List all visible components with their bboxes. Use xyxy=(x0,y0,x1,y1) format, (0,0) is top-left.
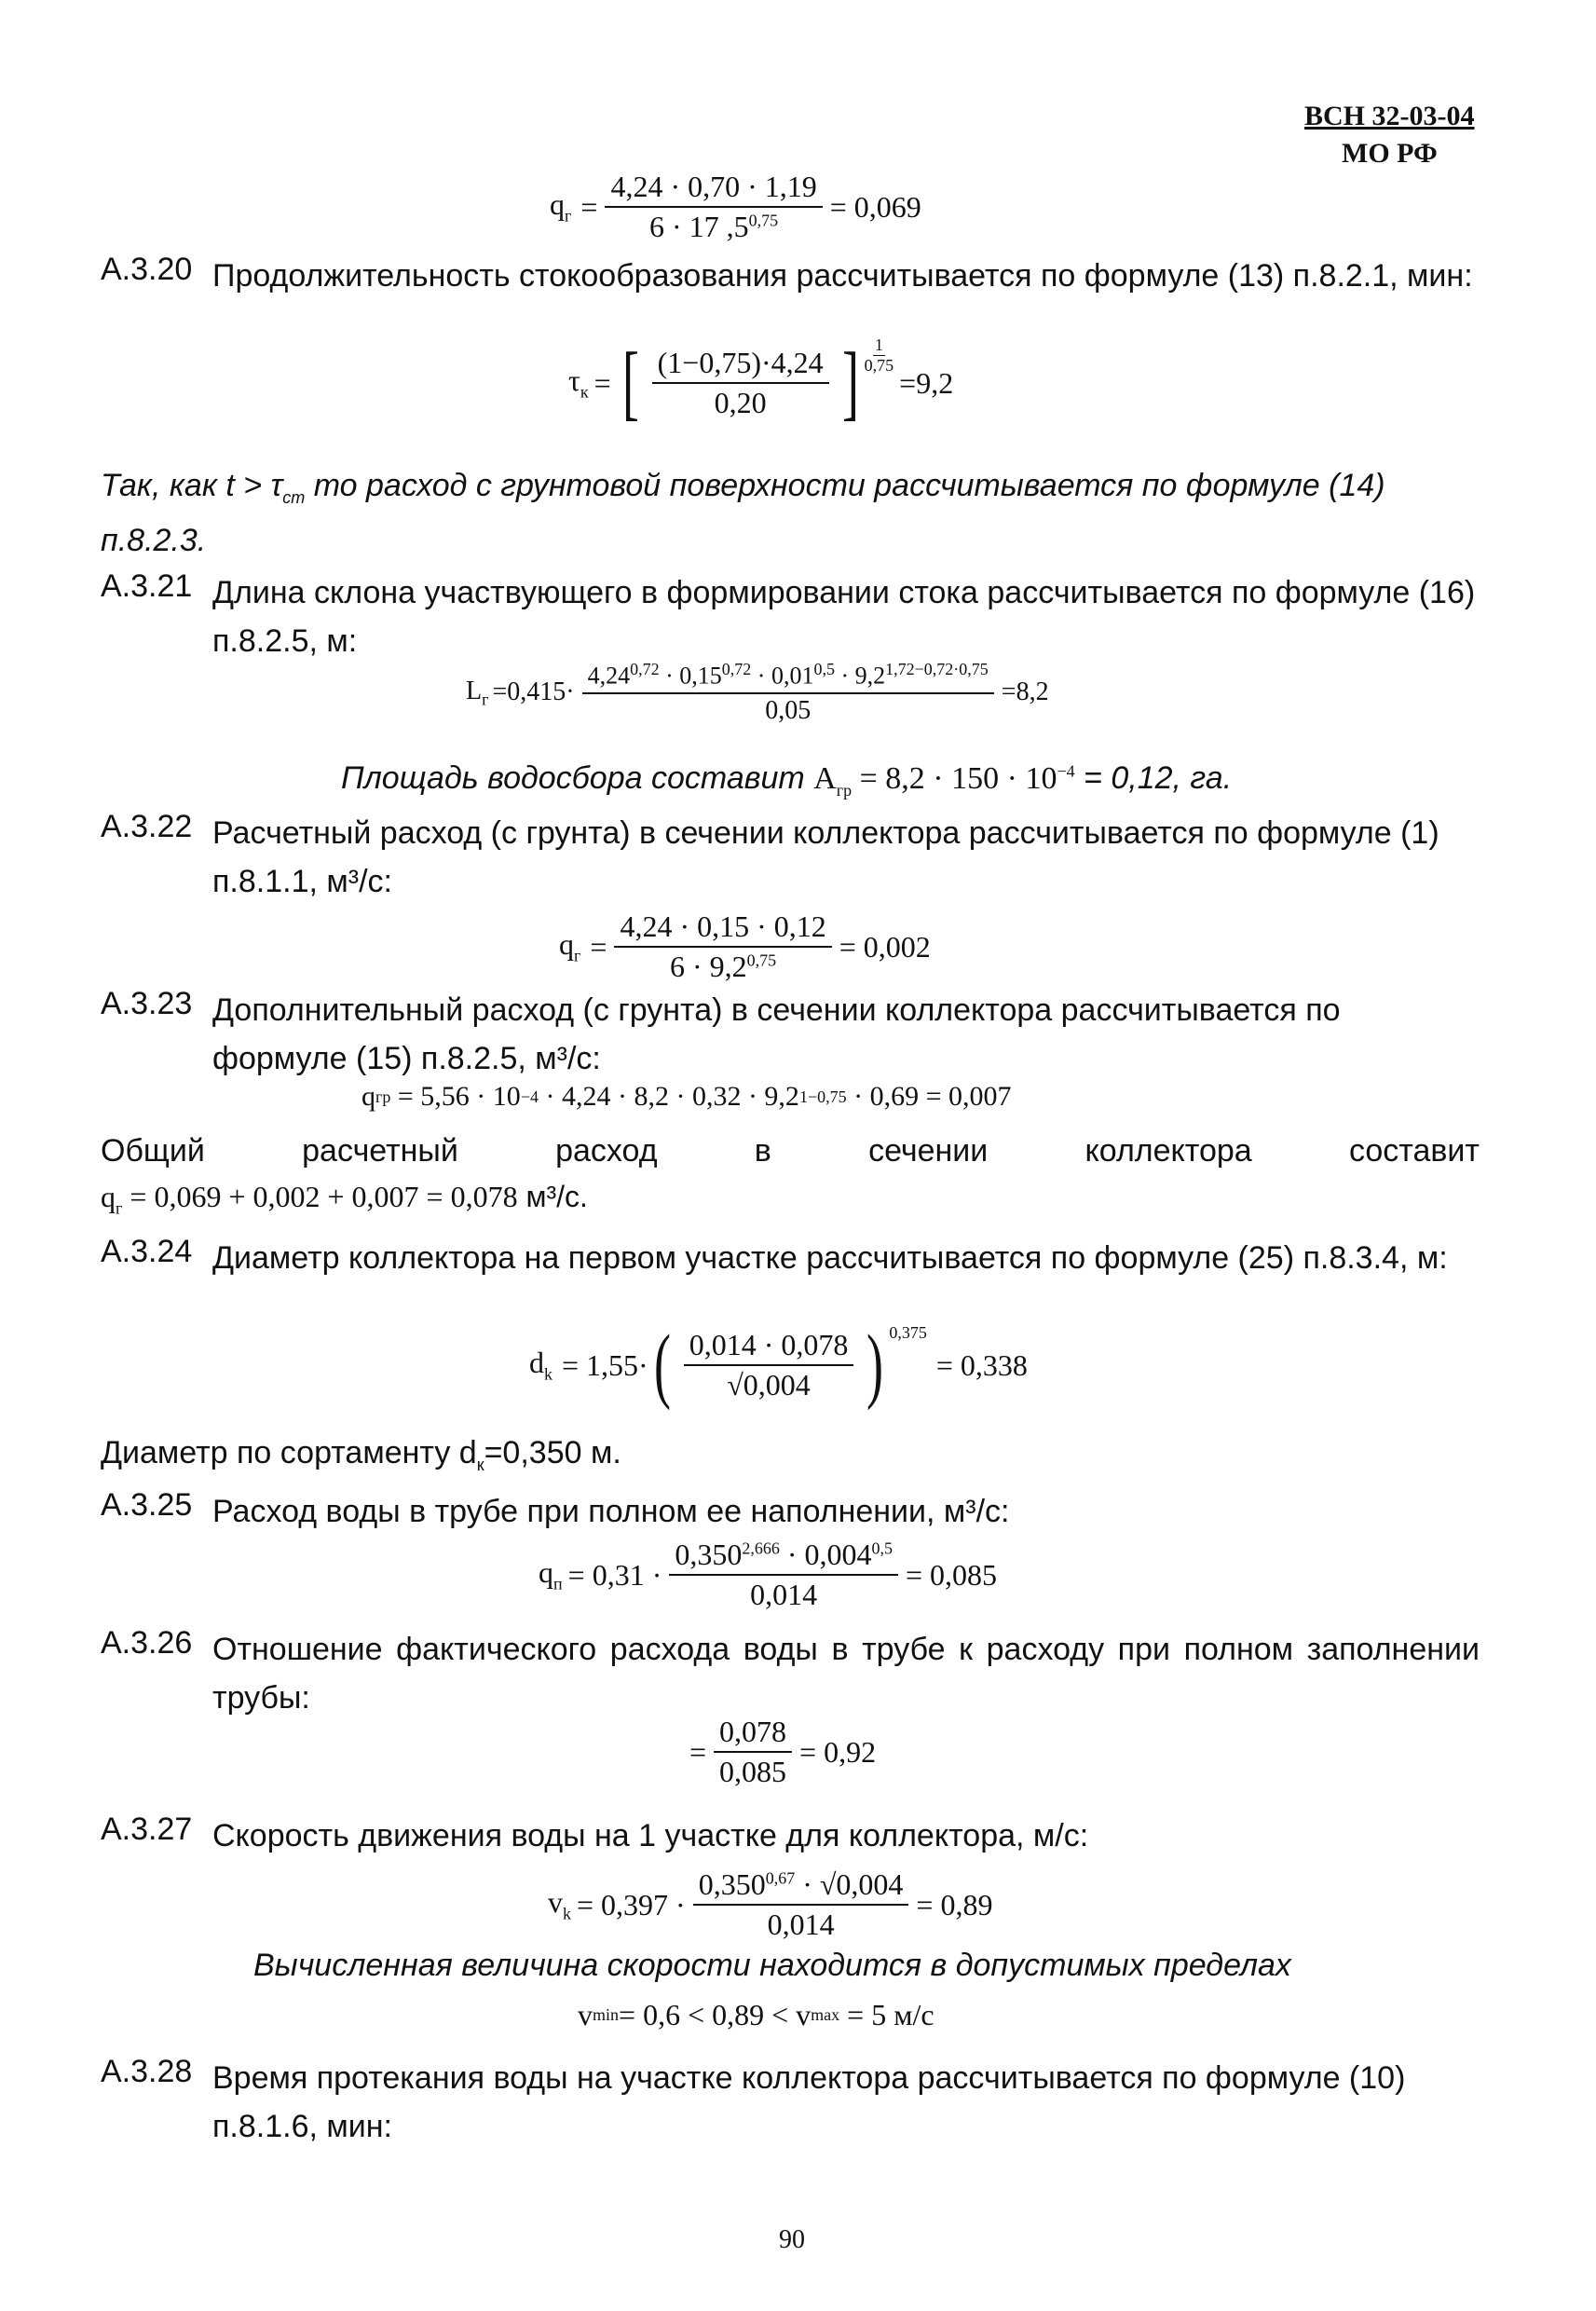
section-label-a320: А.3.20 xyxy=(101,252,193,287)
section-text-a323: Дополнительный расход (с грунта) в сечении коллектора рассчитывается по формуле (15) п.8.2.5, м³/с: xyxy=(212,992,1341,1076)
formula-ratio: = $\frac{0,078}{0,085}$ = 0,92 xyxy=(689,1715,877,1788)
formula-length: $L_г$ =0,415· $\frac{4,24^{0,72} \cdot 0,15^{0,72} \cdot 0,01^{0,5} \cdot 9,2^{1,72-0,72\cdot 0,75}}{0,05}$ =8,2 xyxy=(466,660,1049,725)
section-text-a321: Длина склона участвующего в формировании стока рассчитывается по формуле (16) п.8.2.5, м: xyxy=(212,575,1476,659)
note-tau: Так, как $t > \tau_{ст}$ то расход с грунтовой поверхности рассчитывается по формуле (14) п.8.2.3. xyxy=(101,468,1385,558)
formula-qgr: q гр = 5,56 · 10 −4 · 4,24 · 8,2 · 0,32 · 9,2 1−0,75 · 0,69 = 0,007 xyxy=(361,1081,1012,1112)
section-text-a324: Диаметр коллектора на первом участке рассчитывается по формуле (25) п.8.3.4, м: xyxy=(212,1240,1448,1276)
formula-qn: $q_п$ = 0,31 · $\frac{0,350^{2,666} \cdot 0,004^{0,5}}{0,014}$ = 0,085 xyxy=(539,1538,998,1611)
section-label-a322: А.3.22 xyxy=(101,809,193,844)
formula-velocity-limits: v min = 0,6 < 0,89 < v max = 5 м/с xyxy=(578,1998,934,2031)
header-org: МО РФ xyxy=(1342,138,1438,169)
section-text-a328: Время протекания воды на участке коллектора рассчитывается по формуле (10) п.8.1.6, мин: xyxy=(212,2060,1406,2144)
section-text-a322: Расчетный расход (с грунта) в сечении коллектора рассчитывается по формуле (1) п.8.1.1, м³/с: xyxy=(212,815,1439,899)
section-label-a325: А.3.25 xyxy=(101,1487,193,1523)
section-label-a328: А.3.28 xyxy=(101,2054,193,2089)
section-text-a320: Продолжительность стокообразования рассчитывается по формуле (13) п.8.2.1, мин: xyxy=(212,258,1473,294)
formula-velocity: $v_k$ = 0,397 · $\frac{0,350^{0,67} \cdot √0,004}{0,014}$ = 0,89 xyxy=(548,1867,993,1941)
formula-qr-2: $q_г$ = $\frac{4,24 \cdot 0,15 \cdot 0,12}{6 \cdot 9,2^{0,75}}$ = 0,002 xyxy=(559,909,931,983)
section-label-a324: А.3.24 xyxy=(101,1234,193,1269)
section-text-a327: Скорость движения воды на 1 участке для коллектора, м/с: xyxy=(212,1818,1089,1853)
section-label-a323: А.3.23 xyxy=(101,986,193,1021)
formula-lhs: $q_г$ xyxy=(550,187,572,226)
page-number: 90 xyxy=(779,2225,805,2254)
section-text-a325: Расход воды в трубе при полном ее наполнении, м³/с: xyxy=(212,1494,1010,1529)
section-label-a327: А.3.27 xyxy=(101,1812,193,1847)
total-flow-formula: $q_г = 0,069 + 0,002 + 0,007 = 0,078$ м³/с. xyxy=(101,1180,588,1218)
formula-diameter: $d_k$ = 1,55· ( $\frac{0,014 \cdot 0,078}{√0,004}$ ) 0,375 = 0,338 xyxy=(529,1319,1028,1411)
section-text-a326: Отношение фактического расхода воды в трубе к расходу при полном заполнении трубы: xyxy=(212,1632,1480,1716)
note-velocity: Вычисленная величина скорости находится в допустимых пределах xyxy=(253,1948,1291,1983)
section-label-a321: А.3.21 xyxy=(101,568,193,604)
section-label-a326: А.3.26 xyxy=(101,1625,193,1661)
formula-tau: $\tau_к$ = [ $\frac{(1-0,75)\cdot 4,24}{0,20}$ ] $\frac{1}{0,75}$ =9,2 xyxy=(568,335,954,429)
diameter-note: Диаметр по сортаменту $d_к=0,350$ м. xyxy=(101,1435,621,1474)
formula-qr-1: $q_г$ = $\frac{4,24 \cdot 0,70 \cdot 1,19}{6 \cdot 17 ,5^{0,75}}$ = 0,069 xyxy=(550,170,921,243)
formula-fraction: $\frac{4,24 \cdot 0,70 \cdot 1,19}{6 \cdot 17 ,5^{0,75}}$ xyxy=(605,170,822,244)
note-area: Площадь водосбора составит $A_{гр} = 8,2 \cdot 150 \cdot 10^{-4} = 0,12$, га. xyxy=(341,760,1233,800)
total-flow-line: Общий расчетный расход в сечении коллектора составит xyxy=(101,1133,1480,1169)
header-code: ВСН 32-03-04 xyxy=(1304,101,1475,131)
